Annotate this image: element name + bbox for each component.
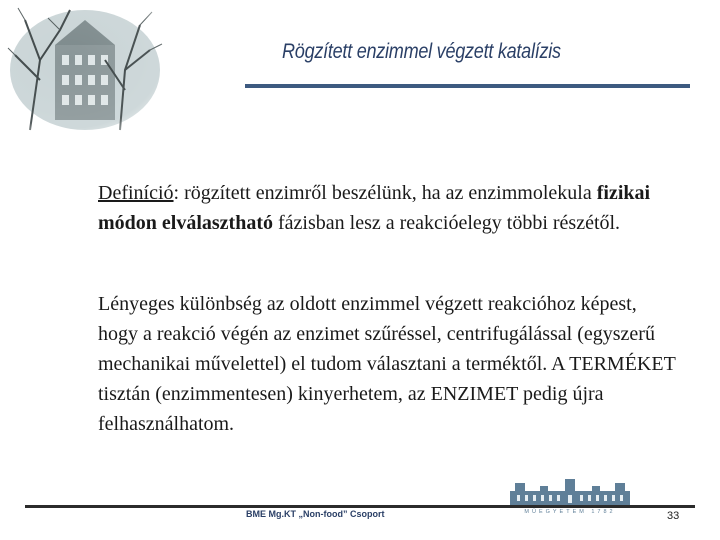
slide-title: Rögzített enzimmel végzett katalízis <box>282 40 561 63</box>
definition-paragraph <box>98 178 678 238</box>
title-underline-rule <box>245 84 690 88</box>
logo-caption: MŰEGYETEM 1782 <box>524 509 616 515</box>
header-photo-image <box>0 0 200 150</box>
university-logo <box>505 477 635 515</box>
page-number: 33 <box>667 510 680 522</box>
definition-term: Definíció <box>98 182 174 204</box>
definition-text-start: : rögzített enzimről beszélünk, ha az enzimmolekula <box>173 182 597 204</box>
definition-text-end: fázisban lesz a reakcióelegy többi részétől. <box>273 212 621 234</box>
footer-group-name: BME Mg.KT „Non-food” Csoport <box>246 509 385 519</box>
definition-emphasis: fizikai módon elválasztható <box>98 182 651 234</box>
body-paragraph: Lényeges különbség az oldott enzimmel végzett reakcióhoz képest, hogy a reakció végén az enzimet szűréssel, centrifugálással (egyszerű mechanikai művelettel) el tudom választani a terméktől. A TERMÉKET tisztán (enzimmentesen) kinyerhetem, az ENZIMET pedig újra felhasználhatom. <box>98 293 676 435</box>
